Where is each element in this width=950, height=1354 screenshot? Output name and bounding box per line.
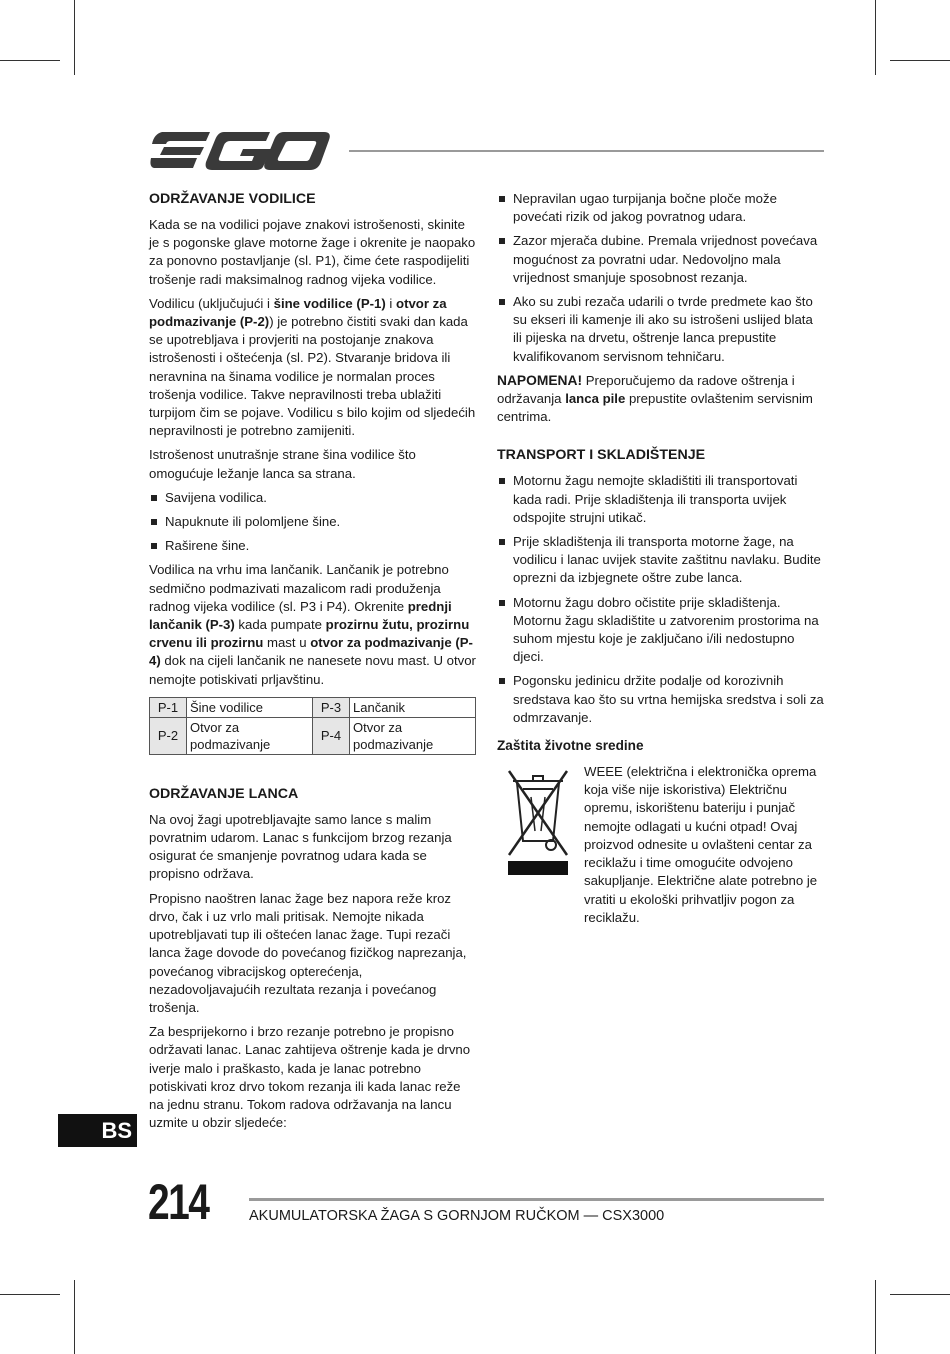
note-label: NAPOMENA!: [497, 372, 583, 388]
heading-transport-storage: TRANSPORT I SKLADIŠTENJE: [497, 447, 706, 464]
table-cell: Otvor za podmazivanje: [187, 717, 313, 754]
paragraph: Na ovoj žagi upotrebljavajte samo lance s malim povratnim udarom. Lanac s funkcijom brzog rezanja osigurat će smanjenje povratnog udara kada se propisno održava.: [149, 811, 452, 882]
note-paragraph: NAPOMENA! Preporučujemo da radove oštrenja i održavanja lanca pile prepustite ovlaštenim servisnim centrima.: [497, 372, 813, 425]
crop-mark: [74, 1280, 75, 1354]
table-cell: P-2: [150, 717, 187, 754]
table-cell: P-4: [313, 717, 350, 754]
paragraph: Istrošenost unutrašnje strane šina vodilice što omogućuje ležanje lanca sa strana.: [149, 447, 416, 481]
table-cell: P-1: [150, 697, 187, 717]
heading-guide-bar-maintenance: ODRŽAVANJE VODILICE: [149, 191, 316, 207]
heading-environment: Zaštita životne sredine: [497, 738, 644, 754]
weee-crossed-bin-icon: [507, 767, 569, 877]
header-rule: [349, 150, 824, 152]
list-item: Pogonsku jedinicu držite podalje od korozivnih sredstava kao što su vrtna hemijska sredstva i soli za odmrzavanje.: [497, 672, 825, 727]
list-item: Motornu žagu nemojte skladištiti ili transportovati kada radi. Prije skladištenja ili transporta uvijek odspojite strujni utikač.: [497, 472, 825, 527]
crop-mark: [74, 0, 75, 75]
table-cell: Šine vodilice: [187, 697, 313, 717]
ego-logo: [148, 128, 332, 174]
list-item: Raširene šine.: [149, 537, 477, 555]
right-column: [497, 190, 825, 933]
table-row: [150, 717, 476, 754]
bullet-list: [497, 190, 825, 366]
paragraph: Vodilicu (uključujući i šine vodilice (P-1) i otvor za podmazivanje (P-2)) je potrebno čistiti svaki dan kada se upotrebljava i provjeriti na postojanje znakova istrošenosti i oštećenja (sl. P2). Stvaranje bridova ili neravnina na šinama vodilice je normalan proces trošenja vodilice. Takve nepravilnosti treba ublažiti turpijom čim se pojave. Vodilicu s bilo kojim od sljedećih nepravilnosti je potrebno zamijeniti.: [149, 295, 476, 439]
list-item: Zazor mjerača dubine. Premala vrijednost povećava mogućnost za povratni udar. Nedovoljno mala vrijednost smanjuje sposobnost rezanja.: [497, 232, 825, 287]
crop-mark: [890, 60, 950, 61]
paragraph: Vodilica na vrhu ima lančanik. Lančanik je potrebno sedmično podmazivati mazalicom radi produženja radnog vijeka vodilice (sl. P3 i P4). Okrenite prednji lančanik (P-3) kada pumpate prozirnu žutu, prozirnu crvenu ili prozirnu mast u otvor za podmazivanje (P-4) dok na cijeli lančanik ne nanesete novu mast. U otvor nemojte potiskivati prljavštinu.: [149, 562, 476, 687]
table-cell: Lančanik: [350, 697, 476, 717]
bullet-list: [149, 489, 477, 556]
crop-mark: [890, 1294, 950, 1295]
table-row: [150, 697, 476, 717]
list-item: Napuknute ili polomljene šine.: [149, 513, 477, 531]
left-column: [149, 190, 477, 1138]
weee-section: [497, 763, 825, 927]
list-item: Prije skladištenja ili transporta motorne žage, na vodilicu i lanac uvijek stavite zaštitnu navlaku. Budite oprezni da izbjegnete oštre zube lanca.: [497, 533, 825, 588]
footer-title: AKUMULATORSKA ŽAGA S GORNJOM RUČKOM — CSX3000: [249, 1208, 665, 1224]
paragraph: Kada se na vodilici pojave znakovi istrošenosti, skinite je s pogonske glave motorne žage i okrenite je naopako za ponovno postavljanje (sl. P1), čime ćete raspodijeliti trošenje radi maksimalnog radnog vijeka vodilice.: [149, 217, 476, 287]
bullet-list: [497, 472, 825, 727]
crop-mark: [875, 1280, 876, 1354]
crop-mark: [875, 0, 876, 75]
weee-paragraph: WEEE (električna i elektronička oprema koja više nije iskoristiva) Električnu opremu, iskorištenu bateriju i punjač nemojte odlagati u kućni otpad! Ovaj proizvod odnesite u ovlašteni centar za reciklažu i time omogućite odvojeno sakupljanje. Električne alate potrebno je vratiti u ekološki prihvatljiv pogon za reciklažu.: [584, 764, 818, 925]
crop-mark: [0, 1294, 60, 1295]
paragraph: Propisno naoštren lanac žage bez napora reže kroz drvo, čak i uz vrlo mali pritisak. Nemojte nikada upotrebljavati tup ili oštećen lanac žage. Tupi rezači lanca žage dovode do povećanog fizičkog naprezanja, povećanog vibracijskog opterećenja, nezadovoljavajućih rezultata rezanja i povećanog trošenja.: [149, 890, 467, 1015]
table-cell: Otvor za podmazivanje: [350, 717, 476, 754]
heading-chain-maintenance: ODRŽAVANJE LANCA: [149, 785, 299, 802]
list-item: Nepravilan ugao turpijanja bočne ploče može povećati rizik od jakog povratnog udara.: [497, 190, 825, 226]
crop-mark: [0, 60, 60, 61]
table-cell: P-3: [313, 697, 350, 717]
paragraph: Za besprijekorno i brzo rezanje potrebno je propisno održavati lanac. Lanac zahtijeva oštrenje kada je drvno iverje malo i praškasto, kada je lanac potrebno potiskivati kroz drvo tokom rezanja ili kada lanac reže na jednu stranu. Tokom radova održavanja na lancu uzmite u obzir sljedeće:: [149, 1024, 471, 1131]
language-tab: BS: [58, 1114, 137, 1147]
list-item: Savijena vodilica.: [149, 489, 477, 507]
parts-table: [149, 697, 476, 755]
page-number: 214: [148, 1174, 209, 1230]
list-item: Ako su zubi rezača udarili o tvrde predmete kao što su ekseri ili kamenje ili ako su istrošeni uslijed blata ili pijeska na drvetu, oštrenje lanca prepustite kvalifikovanom servisnom tehničaru.: [497, 293, 825, 366]
list-item: Motornu žagu dobro očistite prije skladištenja. Motornu žagu skladištite u zatvorenim prostorima na suhom mjestu koje je zaključano i/ili nedostupno djeci.: [497, 594, 825, 667]
footer-rule: [249, 1198, 824, 1201]
